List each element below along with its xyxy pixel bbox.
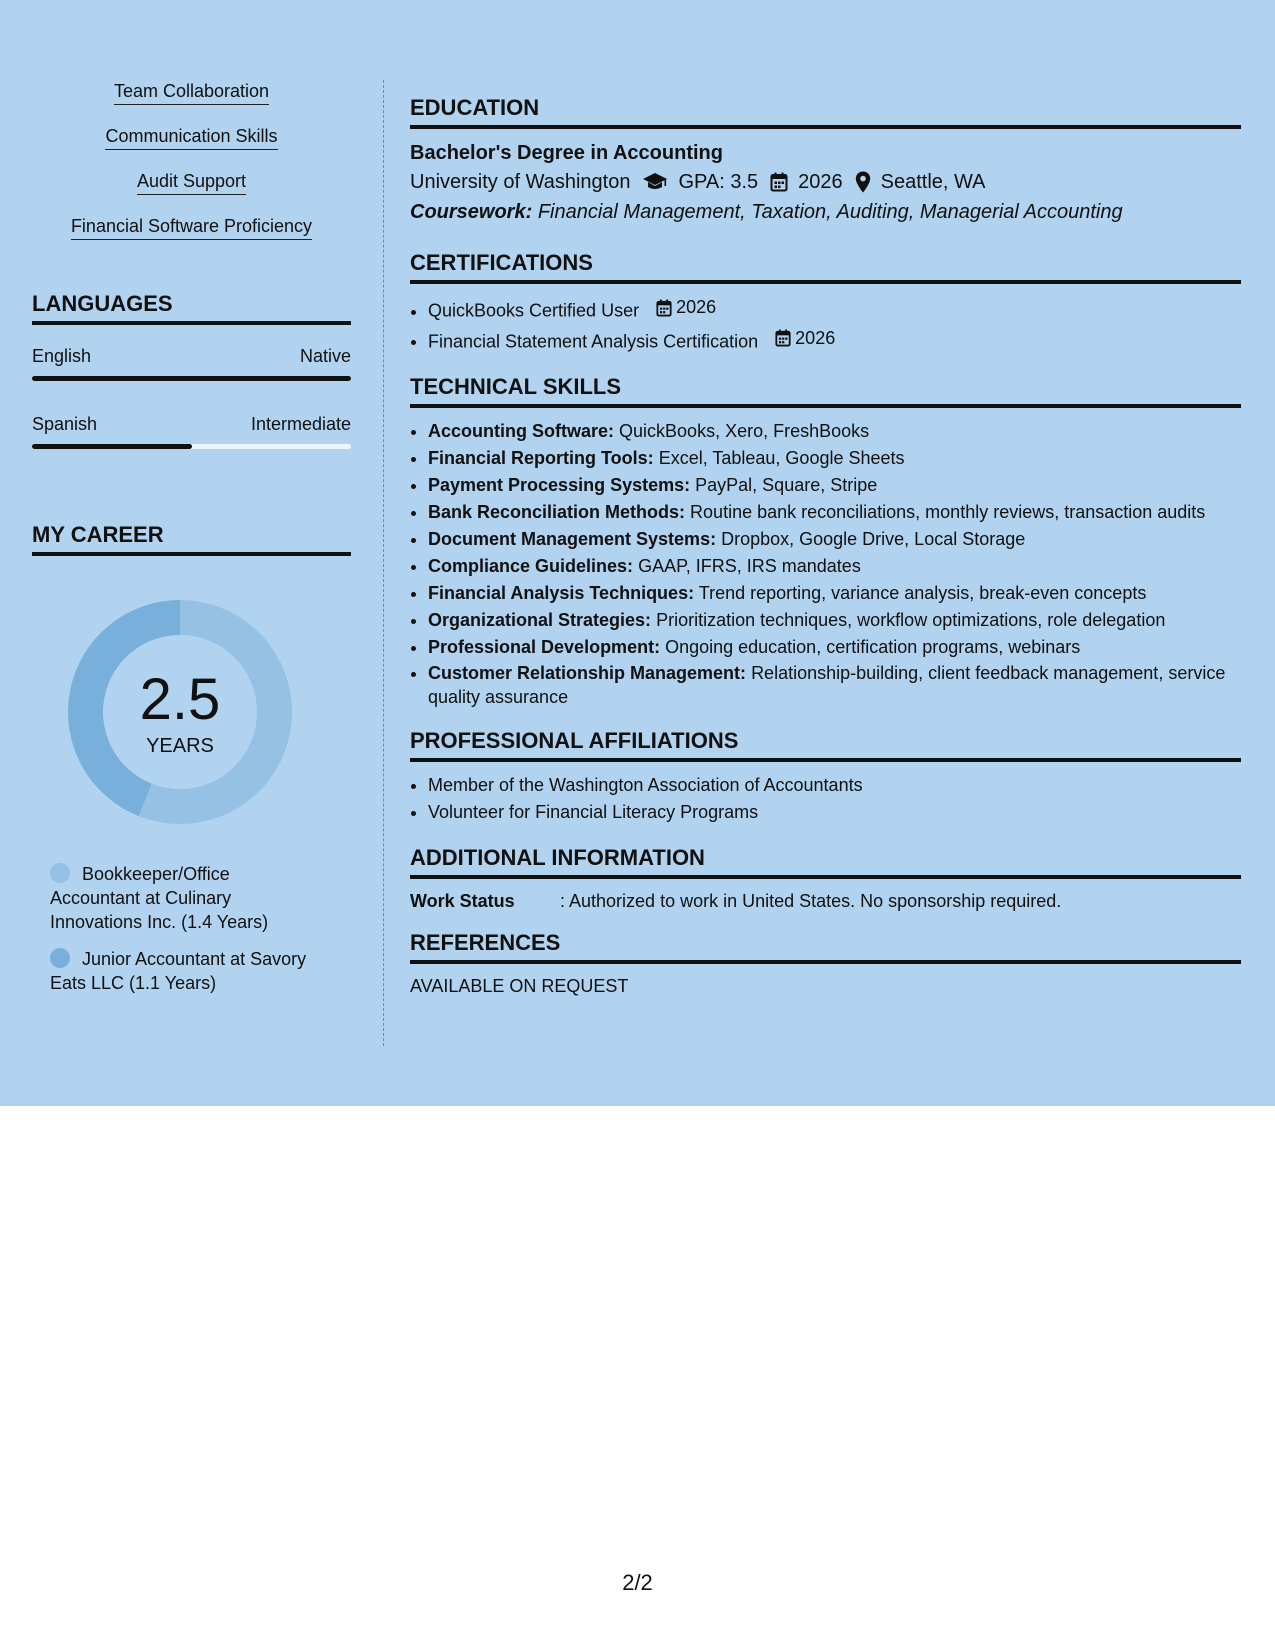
soft-skill-item	[32, 125, 351, 152]
language-proficiency-bar	[32, 444, 351, 449]
languages-title: LANGUAGES	[32, 290, 351, 325]
technical-skill-item	[428, 445, 1241, 472]
coursework	[410, 197, 1241, 227]
affiliations-title: PROFESSIONAL AFFILIATIONS	[410, 727, 1241, 762]
skill-label: Financial Analysis Techniques:	[428, 583, 695, 603]
language-item	[32, 345, 351, 381]
soft-skill-item	[32, 80, 351, 107]
graduation-cap-icon	[642, 172, 668, 192]
certification-item	[428, 325, 1241, 356]
skill-value: PayPal, Square, Stripe	[695, 475, 878, 495]
certification-year: 2026	[676, 297, 717, 317]
career-years-unit: YEARS	[146, 735, 214, 757]
skill-label: Accounting Software:	[428, 421, 615, 441]
coursework-label: Coursework:	[410, 201, 533, 223]
career-item	[50, 947, 322, 995]
certification-name: QuickBooks Certified User	[428, 300, 640, 321]
work-status-row	[410, 889, 1241, 913]
skill-label: Customer Relationship Management:	[428, 663, 747, 683]
certification-item	[428, 294, 1241, 325]
skill-label: Document Management Systems:	[428, 529, 717, 549]
career-list	[32, 862, 322, 995]
skill-value: Trend reporting, variance analysis, break-even concepts	[698, 583, 1147, 603]
technical-skill-item	[428, 526, 1241, 553]
soft-skill-label: Financial Software Proficiency	[71, 215, 312, 240]
technical-skill-item	[428, 499, 1241, 526]
education-title: EDUCATION	[410, 94, 1241, 129]
column-divider	[383, 80, 384, 1046]
soft-skill-label: Team Collaboration	[114, 80, 269, 105]
technical-skills-list	[410, 418, 1241, 709]
language-level: Intermediate	[250, 414, 351, 434]
gpa-text: GPA: 3.5	[678, 171, 759, 193]
education-details	[410, 167, 1241, 197]
skill-label: Compliance Guidelines:	[428, 556, 634, 576]
language-proficiency-bar	[32, 376, 351, 381]
soft-skill-label: Audit Support	[137, 170, 246, 195]
location-pin-icon	[855, 171, 871, 193]
skill-value: Ongoing education, certification programs, webinars	[665, 637, 1081, 657]
technical-skill-item	[428, 634, 1241, 661]
references-text: AVAILABLE ON REQUEST	[410, 976, 629, 996]
skill-label: Professional Development:	[428, 637, 661, 657]
technical-skill-item	[428, 418, 1241, 445]
language-proficiency-fill	[32, 444, 192, 449]
language-name: English	[32, 346, 92, 366]
technical-skill-item	[428, 553, 1241, 580]
certifications-title: CERTIFICATIONS	[410, 249, 1241, 284]
technical-skill-item	[428, 580, 1241, 607]
additional-info-title: ADDITIONAL INFORMATION	[410, 844, 1241, 879]
language-level: Native	[299, 346, 351, 366]
soft-skills-list	[32, 80, 351, 242]
references-title: REFERENCES	[410, 929, 1241, 964]
soft-skill-item	[32, 170, 351, 197]
skill-value: GAAP, IFRS, IRS mandates	[638, 556, 861, 576]
technical-skill-item	[428, 472, 1241, 499]
language-name: Spanish	[32, 414, 98, 434]
degree-name: Bachelor's Degree in Accounting	[410, 142, 723, 164]
work-status-label: Work Status	[410, 891, 515, 911]
affiliations-list	[410, 772, 1241, 826]
career-item-text: Bookkeeper/Office Accountant at Culinary Innovations Inc. (1.4 Years)	[50, 864, 269, 932]
calendar-icon	[770, 172, 788, 192]
skill-value: Prioritization techniques, workflow optimizations, role delegation	[656, 610, 1166, 630]
language-item	[32, 413, 351, 449]
coursework-text: Financial Management, Taxation, Auditing, Managerial Accounting	[537, 201, 1123, 223]
soft-skill-item	[32, 215, 351, 242]
school-name: University of Washington	[410, 171, 631, 193]
career-item-text: Junior Accountant at Savory Eats LLC (1.1 Years)	[50, 949, 307, 993]
technical-skills-title: TECHNICAL SKILLS	[410, 373, 1241, 408]
certification-year: 2026	[795, 327, 836, 348]
skill-value: Excel, Tableau, Google Sheets	[658, 448, 905, 468]
skill-value: Dropbox, Google Drive, Local Storage	[721, 529, 1026, 549]
affiliation-item: • Volunteer for Financial Literacy Programs	[428, 799, 1241, 826]
career-item	[50, 862, 322, 934]
page-number: 2/2	[622, 1570, 653, 1595]
language-proficiency-fill	[32, 376, 351, 381]
certifications-list	[410, 294, 1241, 355]
skill-label: Organizational Strategies:	[428, 610, 652, 630]
school-location: Seattle, WA	[880, 171, 986, 193]
career-title: MY CAREER	[32, 521, 351, 556]
career-dot-icon	[50, 863, 70, 883]
technical-skill-item	[428, 661, 1241, 709]
affiliation-item: • Member of the Washington Association of Accountants	[428, 772, 1241, 799]
technical-skill-item	[428, 607, 1241, 634]
skill-label: Payment Processing Systems:	[428, 475, 691, 495]
certification-name: Financial Statement Analysis Certification	[428, 331, 759, 351]
career-total-years: 2.5	[139, 667, 221, 732]
career-dot-icon	[50, 948, 70, 968]
skill-label: Bank Reconciliation Methods:	[428, 502, 686, 522]
skill-value: Relationship-building, client feedback management, service quality assurance	[428, 663, 1226, 707]
calendar-icon	[775, 329, 791, 347]
calendar-icon	[656, 299, 672, 317]
work-status-value: : Authorized to work in United States. No sponsorship required.	[560, 891, 1062, 911]
skill-value: QuickBooks, Xero, FreshBooks	[619, 421, 870, 441]
soft-skill-label: Communication Skills	[105, 125, 277, 150]
career-donut-chart	[66, 598, 294, 826]
skill-label: Financial Reporting Tools:	[428, 448, 654, 468]
left-column	[32, 80, 351, 1008]
graduation-year: 2026	[798, 171, 843, 193]
skill-value: Routine bank reconciliations, monthly reviews, transaction audits	[690, 502, 1206, 522]
right-column	[410, 94, 1241, 998]
